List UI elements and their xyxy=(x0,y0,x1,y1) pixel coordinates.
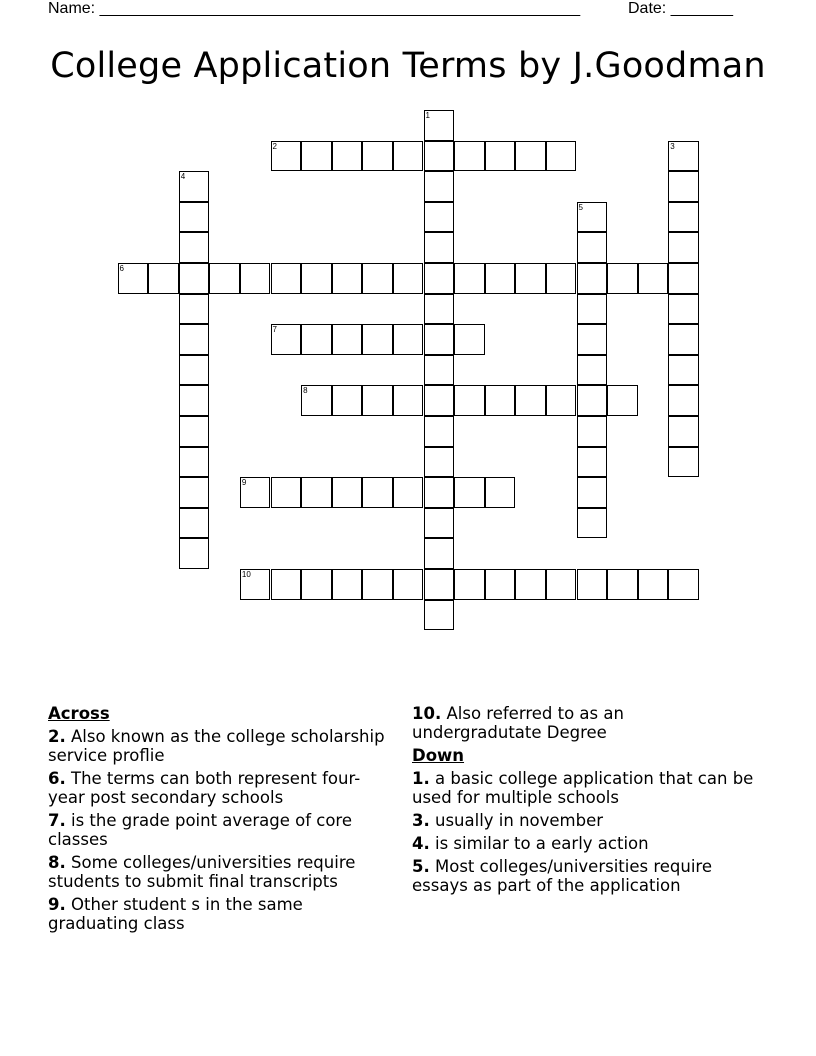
grid-cell[interactable] xyxy=(454,263,485,294)
grid-cell[interactable] xyxy=(424,538,455,569)
across-heading: Across xyxy=(48,704,110,723)
grid-cell[interactable] xyxy=(271,141,302,172)
grid-cell[interactable] xyxy=(454,141,485,172)
grid-cell[interactable] xyxy=(179,202,210,233)
grid-cell[interactable] xyxy=(424,385,455,416)
grid-cell[interactable] xyxy=(485,141,516,172)
grid-cell[interactable] xyxy=(577,355,608,386)
grid-cell[interactable] xyxy=(638,569,669,600)
page-title: College Application Terms by J.Goodman xyxy=(50,46,766,86)
grid-cell[interactable] xyxy=(301,477,332,508)
grid-cell[interactable] xyxy=(332,477,363,508)
grid-cell[interactable] xyxy=(424,110,455,141)
down-heading: Down xyxy=(412,746,465,765)
grid-cell[interactable] xyxy=(179,477,210,508)
grid-cell[interactable] xyxy=(424,508,455,539)
grid-cell[interactable] xyxy=(271,324,302,355)
grid-cell[interactable] xyxy=(362,569,393,600)
grid-cell[interactable] xyxy=(577,294,608,325)
clue-number: 7 xyxy=(272,325,277,335)
grid-cell[interactable] xyxy=(454,385,485,416)
grid-cell[interactable] xyxy=(668,447,699,478)
grid-cell[interactable] xyxy=(668,263,699,294)
grid-cell[interactable] xyxy=(393,569,424,600)
grid-cell[interactable] xyxy=(240,263,271,294)
grid-cell[interactable] xyxy=(271,569,302,600)
grid-cell[interactable] xyxy=(332,141,363,172)
grid-cell[interactable] xyxy=(362,263,393,294)
grid-cell[interactable] xyxy=(577,569,608,600)
grid-cell[interactable] xyxy=(424,355,455,386)
grid-cell[interactable] xyxy=(179,538,210,569)
grid-cell[interactable] xyxy=(148,263,179,294)
down-clue-1: 1. a basic college application that can be used for multiple schools xyxy=(412,769,754,807)
grid-cell[interactable] xyxy=(332,385,363,416)
clues-column-left xyxy=(48,704,393,937)
grid-cell[interactable] xyxy=(271,477,302,508)
grid-cell[interactable] xyxy=(668,385,699,416)
grid-cell[interactable] xyxy=(209,263,240,294)
grid-cell[interactable] xyxy=(301,141,332,172)
date-field-label[interactable]: Date: _______ xyxy=(628,0,733,17)
clue-number: 8 xyxy=(303,386,308,396)
grid-cell[interactable] xyxy=(179,355,210,386)
grid-cell[interactable] xyxy=(454,477,485,508)
grid-cell[interactable] xyxy=(668,294,699,325)
grid-cell[interactable] xyxy=(179,447,210,478)
grid-cell[interactable] xyxy=(485,263,516,294)
down-clue-5: 5. Most colleges/universities require essays as part of the application xyxy=(412,857,712,895)
grid-cell[interactable] xyxy=(424,477,455,508)
across-clue-9: 9. Other student s in the same graduating class xyxy=(48,895,303,933)
grid-cell[interactable] xyxy=(332,569,363,600)
grid-cell[interactable] xyxy=(179,294,210,325)
clue-number: 3 xyxy=(670,141,675,151)
across-clue-6: 6. The terms can both represent four-year post secondary schools xyxy=(48,769,361,807)
clue-number: 10 xyxy=(241,570,251,579)
grid-cell[interactable] xyxy=(485,477,516,508)
grid-cell[interactable] xyxy=(577,416,608,447)
across-clue-10: 10. Also referred to as an undergradutate Degree xyxy=(412,704,624,742)
grid-cell[interactable] xyxy=(424,416,455,447)
grid-cell[interactable] xyxy=(179,232,210,263)
grid-cell[interactable] xyxy=(546,385,577,416)
grid-cell[interactable] xyxy=(668,324,699,355)
grid-cell[interactable] xyxy=(179,171,210,202)
clue-number: 5 xyxy=(578,202,583,212)
grid-cell[interactable] xyxy=(271,263,302,294)
grid-cell[interactable] xyxy=(179,324,210,355)
grid-cell[interactable] xyxy=(668,416,699,447)
down-clue-3: 3. usually in november xyxy=(412,811,604,830)
grid-cell[interactable] xyxy=(485,569,516,600)
grid-cell[interactable] xyxy=(332,324,363,355)
grid-cell[interactable] xyxy=(393,263,424,294)
grid-cell[interactable] xyxy=(362,324,393,355)
grid-cell[interactable] xyxy=(607,263,638,294)
grid-cell[interactable] xyxy=(301,324,332,355)
grid-cell[interactable] xyxy=(577,202,608,233)
grid-cell[interactable] xyxy=(424,447,455,478)
grid-cell[interactable] xyxy=(424,600,455,631)
grid-cell[interactable] xyxy=(362,385,393,416)
grid-cell[interactable] xyxy=(424,263,455,294)
grid-cell[interactable] xyxy=(393,141,424,172)
grid-cell[interactable] xyxy=(179,385,210,416)
grid-cell[interactable] xyxy=(668,171,699,202)
grid-cell[interactable] xyxy=(668,202,699,233)
grid-cell[interactable] xyxy=(424,232,455,263)
grid-cell[interactable] xyxy=(424,141,455,172)
grid-cell[interactable] xyxy=(179,416,210,447)
grid-cell[interactable] xyxy=(577,232,608,263)
clue-number: 9 xyxy=(241,478,247,488)
grid-cell[interactable] xyxy=(424,171,455,202)
grid-cell[interactable] xyxy=(577,324,608,355)
grid-cell[interactable] xyxy=(515,569,546,600)
grid-cell[interactable] xyxy=(546,263,577,294)
grid-cell[interactable] xyxy=(424,202,455,233)
clue-number: 6 xyxy=(119,264,124,273)
grid-cell[interactable] xyxy=(301,263,332,294)
grid-cell[interactable] xyxy=(424,294,455,325)
grid-cell[interactable] xyxy=(393,385,424,416)
grid-cell[interactable] xyxy=(515,263,546,294)
grid-cell[interactable] xyxy=(118,263,149,294)
grid-cell[interactable] xyxy=(393,477,424,508)
grid-cell[interactable] xyxy=(515,385,546,416)
grid-cell[interactable] xyxy=(179,508,210,539)
grid-cell[interactable] xyxy=(668,355,699,386)
grid-cell[interactable] xyxy=(424,324,455,355)
across-clue-7: 7. is the grade point average of core classes xyxy=(48,811,352,849)
grid-cell[interactable] xyxy=(424,569,455,600)
grid-cell[interactable] xyxy=(546,141,577,172)
grid-cell[interactable] xyxy=(668,569,699,600)
grid-cell[interactable] xyxy=(577,447,608,478)
grid-cell[interactable] xyxy=(179,263,210,294)
across-clue-8: 8. Some colleges/universities require students to submit final transcripts xyxy=(48,853,356,891)
grid-cell[interactable] xyxy=(668,141,699,172)
grid-cell[interactable] xyxy=(515,141,546,172)
grid-cell[interactable] xyxy=(485,385,516,416)
across-clue-2: 2. Also known as the college scholarship service proflie xyxy=(48,727,385,765)
grid-cell[interactable] xyxy=(577,508,608,539)
clue-number: 1 xyxy=(425,111,430,120)
grid-cell[interactable] xyxy=(546,569,577,600)
grid-cell[interactable] xyxy=(393,324,424,355)
grid-cell[interactable] xyxy=(577,477,608,508)
grid-cell[interactable] xyxy=(577,385,608,416)
grid-cell[interactable] xyxy=(240,569,271,600)
grid-cell[interactable] xyxy=(362,141,393,172)
down-clue-4: 4. is similar to a early action xyxy=(412,834,649,853)
grid-cell[interactable] xyxy=(332,263,363,294)
grid-cell[interactable] xyxy=(362,477,393,508)
grid-cell[interactable] xyxy=(577,263,608,294)
grid-cell[interactable] xyxy=(668,232,699,263)
clues-column-right xyxy=(412,704,757,899)
clue-number: 4 xyxy=(180,172,186,182)
grid-cell[interactable] xyxy=(607,385,638,416)
grid-cell[interactable] xyxy=(301,569,332,600)
grid-cell[interactable] xyxy=(240,477,271,508)
grid-cell[interactable] xyxy=(607,569,638,600)
clue-number: 2 xyxy=(272,141,277,151)
grid-cell[interactable] xyxy=(301,385,332,416)
name-field-label[interactable]: Name: ______________________________________________________ xyxy=(48,0,581,17)
grid-cell[interactable] xyxy=(454,569,485,600)
grid-cell[interactable] xyxy=(638,263,669,294)
grid-cell[interactable] xyxy=(454,324,485,355)
